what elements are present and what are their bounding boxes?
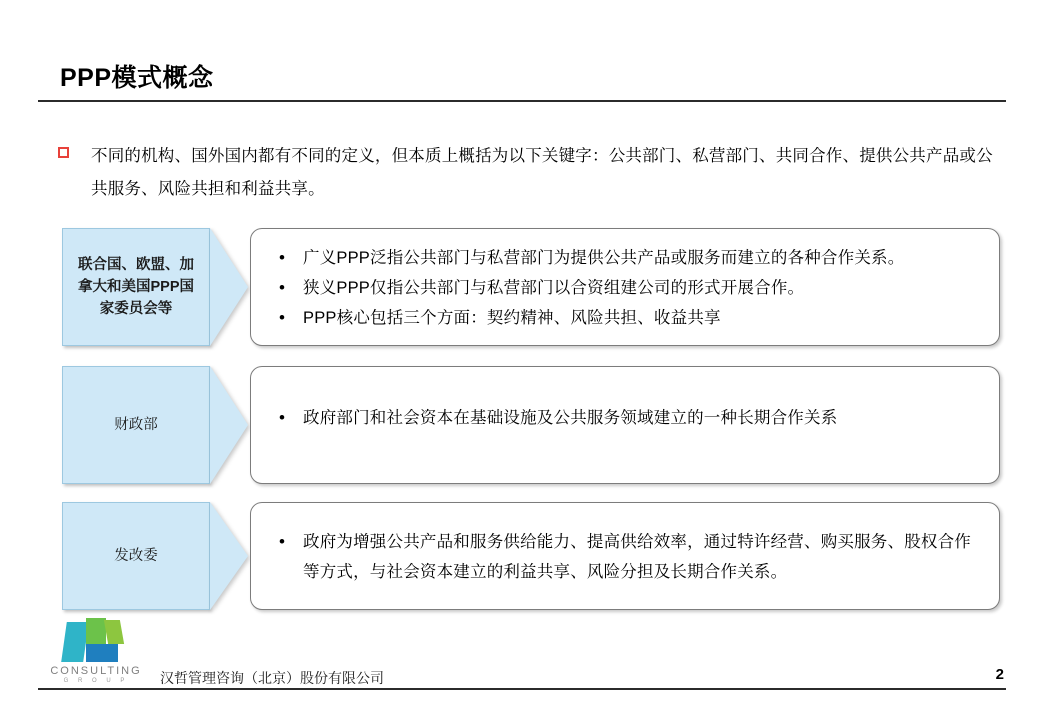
list-item bbox=[279, 273, 979, 303]
list-item-text: • 政府部门和社会资本在基础设施及公共服务领域建立的一种长期合作关系 bbox=[303, 409, 838, 427]
logo-mark-icon bbox=[60, 618, 132, 664]
logo-shape-lightgreen bbox=[104, 620, 124, 644]
arrow-shape bbox=[210, 228, 248, 346]
list-item-text: • 广义PPP泛指公共部门与私营部门为提供公共产品或服务而建立的各种合作关系。 bbox=[303, 249, 905, 267]
definition-source-label: 联合国、欧盟、加拿大和美国PPP国家委员会等 bbox=[62, 228, 210, 346]
page-number: 2 bbox=[995, 666, 1004, 683]
logo-shape-teal bbox=[61, 622, 89, 662]
list-item-text: • 狭义PPP仅指公共部门与私营部门以合资组建公司的形式开展合作。 bbox=[303, 279, 805, 297]
definition-source-label: 财政部 bbox=[62, 366, 210, 484]
list-item bbox=[279, 303, 979, 333]
footer-company: 汉哲管理咨询（北京）股份有限公司 bbox=[160, 670, 384, 686]
definition-source-label: 发改委 bbox=[62, 502, 210, 610]
page-title: PPP模式概念 bbox=[60, 64, 214, 92]
arrow-shape bbox=[210, 366, 248, 484]
definition-content bbox=[250, 366, 1000, 484]
square-bullet-icon bbox=[58, 147, 69, 158]
arrow-shape bbox=[210, 502, 248, 610]
list-item-text: • 政府为增强公共产品和服务供给能力、提高供给效率，通过特许经营、购买服务、股权合作等方式，与社会资本建立的利益共享、风险分担及长期合作关系。 bbox=[303, 533, 971, 581]
definition-row bbox=[62, 502, 1000, 620]
footer-divider bbox=[38, 688, 1006, 690]
definition-content bbox=[250, 228, 1000, 346]
company-logo bbox=[48, 618, 144, 690]
logo-wordmark: CONSULTING bbox=[50, 665, 142, 677]
definition-row bbox=[62, 366, 1000, 484]
logo-shape-blue bbox=[86, 644, 118, 662]
definition-content bbox=[250, 502, 1000, 610]
intro-bullet-text: 不同的机构、国外国内都有不同的定义，但本质上概括为以下关键字：公共部门、私营部门、共同合作、提供公共产品或公共服务、风险共担和利益共享。 bbox=[91, 147, 993, 198]
logo-shape-green bbox=[86, 618, 106, 644]
list-item-text: • PPP核心包括三个方面：契约精神、风险共担、收益共享 bbox=[303, 309, 721, 327]
title-divider bbox=[38, 100, 1006, 102]
list-item bbox=[279, 527, 979, 587]
list-item bbox=[279, 243, 979, 273]
list-item bbox=[279, 403, 979, 433]
intro-bullet bbox=[58, 140, 1008, 206]
logo-subtext: G R O U P bbox=[63, 678, 129, 684]
definition-row bbox=[62, 228, 1000, 346]
